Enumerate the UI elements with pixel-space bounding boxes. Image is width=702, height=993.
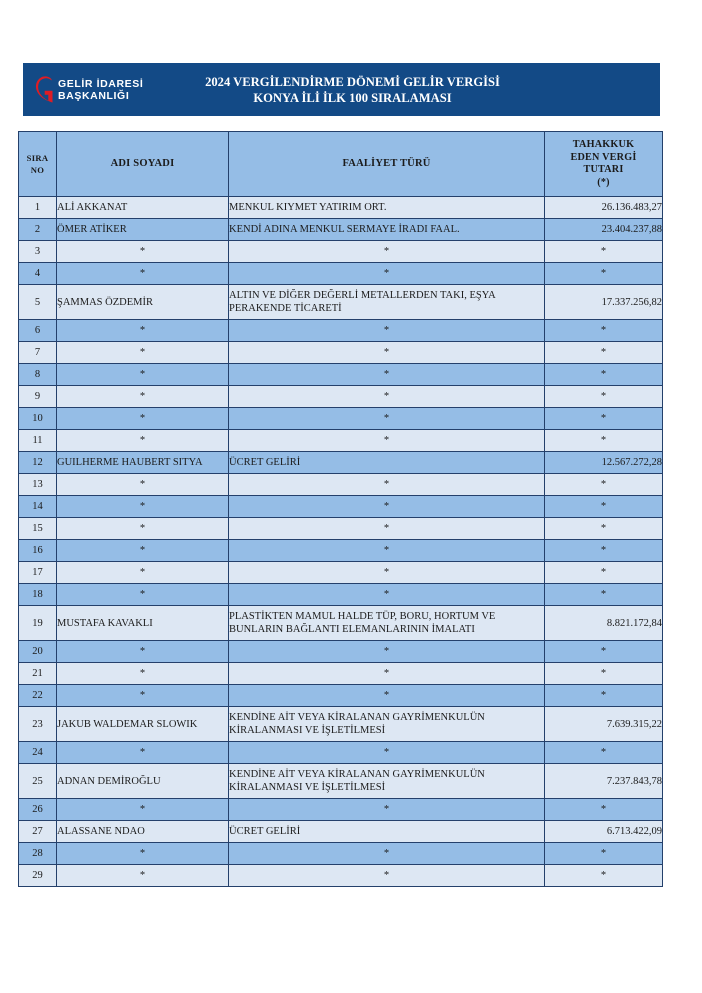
table-row (19, 263, 663, 285)
cell-activity: * (229, 685, 545, 707)
column-header-amount-footnote: (*) (597, 176, 610, 188)
cell-name: * (57, 641, 229, 663)
cell-rank: 27 (19, 821, 57, 843)
cell-amount: 26.136.483,27 (545, 197, 663, 219)
cell-name: * (57, 663, 229, 685)
cell-rank: 5 (19, 285, 57, 320)
table-row (19, 606, 663, 641)
table-row (19, 764, 663, 799)
cell-name: * (57, 742, 229, 764)
cell-name: * (57, 584, 229, 606)
cell-name: * (57, 386, 229, 408)
table-row (19, 562, 663, 584)
table-row (19, 197, 663, 219)
cell-rank: 10 (19, 408, 57, 430)
cell-name: ALİ AKKANAT (57, 197, 229, 219)
cell-amount: * (545, 584, 663, 606)
cell-amount: 17.337.256,82 (545, 285, 663, 320)
cell-activity: ÜCRET GELİRİ (229, 821, 545, 843)
cell-amount: * (545, 496, 663, 518)
table-row (19, 685, 663, 707)
cell-name: * (57, 430, 229, 452)
cell-amount: * (545, 865, 663, 887)
table-row (19, 430, 663, 452)
cell-amount: * (545, 364, 663, 386)
cell-activity: * (229, 562, 545, 584)
table-row (19, 285, 663, 320)
cell-activity: * (229, 342, 545, 364)
cell-name: * (57, 562, 229, 584)
cell-amount: * (545, 474, 663, 496)
table-row (19, 799, 663, 821)
cell-activity: * (229, 430, 545, 452)
cell-amount: * (545, 799, 663, 821)
cell-rank: 23 (19, 707, 57, 742)
cell-activity: KENDİ ADINA MENKUL SERMAYE İRADI FAAL. (229, 219, 545, 241)
cell-activity: * (229, 408, 545, 430)
cell-name: ALASSANE NDAO (57, 821, 229, 843)
column-header-amount-line1: TAHAKKUK (572, 139, 635, 150)
cell-activity: ALTIN VE DİĞER DEĞERLİ METALLERDEN TAKI, EŞYA PERAKENDE TİCARETİ (229, 285, 545, 320)
cell-activity: KENDİNE AİT VEYA KİRALANAN GAYRİMENKULÜN KİRALANMASI VE İŞLETİLMESİ (229, 707, 545, 742)
table-row (19, 219, 663, 241)
cell-amount: * (545, 241, 663, 263)
table-row (19, 320, 663, 342)
cell-name: JAKUB WALDEMAR SLOWIK (57, 707, 229, 742)
cell-amount: 7.639.315,22 (545, 707, 663, 742)
cell-name: * (57, 496, 229, 518)
cell-amount: * (545, 641, 663, 663)
cell-name: * (57, 364, 229, 386)
cell-amount: * (545, 562, 663, 584)
cell-activity: * (229, 263, 545, 285)
cell-activity: * (229, 386, 545, 408)
agency-logo (35, 75, 185, 105)
column-header-rank-line2: NO (30, 165, 45, 175)
cell-name: * (57, 408, 229, 430)
cell-activity: * (229, 518, 545, 540)
cell-amount: * (545, 320, 663, 342)
table-row (19, 540, 663, 562)
cell-name: * (57, 320, 229, 342)
page-header-banner (23, 63, 660, 116)
agency-logo-line2: BAŞKANLIĞI (58, 89, 130, 102)
cell-name: ŞAMMAS ÖZDEMİR (57, 285, 229, 320)
cell-activity: KENDİNE AİT VEYA KİRALANAN GAYRİMENKULÜN KİRALANMASI VE İŞLETİLMESİ (229, 764, 545, 799)
cell-activity: * (229, 641, 545, 663)
cell-rank: 18 (19, 584, 57, 606)
cell-rank: 25 (19, 764, 57, 799)
agency-logo-text (58, 78, 143, 102)
cell-name: * (57, 865, 229, 887)
ranking-table-container (18, 131, 662, 887)
table-row (19, 518, 663, 540)
column-header-activity: FAALİYET TÜRÜ (229, 132, 545, 197)
table-row (19, 452, 663, 474)
cell-amount: * (545, 430, 663, 452)
gib-logo-icon (35, 75, 54, 105)
cell-name: GUILHERME HAUBERT SITYA (57, 452, 229, 474)
cell-name: * (57, 799, 229, 821)
table-row (19, 821, 663, 843)
ranking-table (18, 131, 663, 887)
cell-amount: * (545, 843, 663, 865)
cell-activity: * (229, 742, 545, 764)
cell-rank: 9 (19, 386, 57, 408)
cell-amount: 6.713.422,09 (545, 821, 663, 843)
cell-name: * (57, 685, 229, 707)
cell-rank: 14 (19, 496, 57, 518)
table-row (19, 386, 663, 408)
cell-rank: 17 (19, 562, 57, 584)
table-row (19, 865, 663, 887)
cell-amount: * (545, 342, 663, 364)
cell-rank: 15 (19, 518, 57, 540)
cell-name: ADNAN DEMİROĞLU (57, 764, 229, 799)
cell-rank: 2 (19, 219, 57, 241)
table-row (19, 342, 663, 364)
page-title-line2: KONYA İLİ İLK 100 SIRALAMASI (253, 90, 452, 105)
cell-activity: * (229, 843, 545, 865)
cell-name: * (57, 843, 229, 865)
cell-activity: * (229, 584, 545, 606)
table-row (19, 408, 663, 430)
cell-rank: 1 (19, 197, 57, 219)
cell-name: MUSTAFA KAVAKLI (57, 606, 229, 641)
table-row (19, 663, 663, 685)
cell-name: * (57, 518, 229, 540)
cell-name: * (57, 474, 229, 496)
table-row (19, 474, 663, 496)
column-header-rank (19, 132, 57, 197)
table-row (19, 496, 663, 518)
table-row (19, 364, 663, 386)
cell-rank: 19 (19, 606, 57, 641)
cell-activity: MENKUL KIYMET YATIRIM ORT. (229, 197, 545, 219)
cell-amount: * (545, 742, 663, 764)
cell-rank: 6 (19, 320, 57, 342)
column-header-amount-line2: EDEN VERGİ (570, 151, 637, 163)
table-row (19, 241, 663, 263)
column-header-name: ADI SOYADI (57, 132, 229, 197)
table-row (19, 641, 663, 663)
cell-rank: 8 (19, 364, 57, 386)
cell-activity: ÜCRET GELİRİ (229, 452, 545, 474)
table-row (19, 707, 663, 742)
cell-amount: * (545, 408, 663, 430)
cell-activity: * (229, 496, 545, 518)
page-title (185, 74, 660, 106)
cell-amount: * (545, 386, 663, 408)
cell-name: * (57, 263, 229, 285)
cell-activity: * (229, 799, 545, 821)
cell-rank: 20 (19, 641, 57, 663)
cell-rank: 16 (19, 540, 57, 562)
cell-rank: 21 (19, 663, 57, 685)
page-title-line1: 2024 VERGİLENDİRME DÖNEMİ GELİR VERGİSİ (205, 74, 500, 89)
cell-amount: 23.404.237,88 (545, 219, 663, 241)
cell-name: ÖMER ATİKER (57, 219, 229, 241)
cell-rank: 22 (19, 685, 57, 707)
cell-amount: * (545, 540, 663, 562)
table-body (19, 197, 663, 887)
cell-rank: 29 (19, 865, 57, 887)
cell-rank: 11 (19, 430, 57, 452)
table-row (19, 584, 663, 606)
cell-activity: PLASTİKTEN MAMUL HALDE TÜP, BORU, HORTUM VE BUNLARIN BAĞLANTI ELEMANLARININ İMALATI (229, 606, 545, 641)
column-header-amount-line3: TUTARI (583, 164, 624, 175)
cell-amount: 8.821.172,84 (545, 606, 663, 641)
cell-activity: * (229, 320, 545, 342)
cell-amount: 12.567.272,28 (545, 452, 663, 474)
cell-name: * (57, 540, 229, 562)
cell-activity: * (229, 364, 545, 386)
column-header-amount (545, 132, 663, 197)
cell-activity: * (229, 540, 545, 562)
cell-amount: * (545, 518, 663, 540)
cell-rank: 13 (19, 474, 57, 496)
cell-amount: * (545, 263, 663, 285)
cell-amount: * (545, 663, 663, 685)
table-row (19, 742, 663, 764)
table-row (19, 843, 663, 865)
cell-rank: 3 (19, 241, 57, 263)
cell-activity: * (229, 865, 545, 887)
cell-rank: 12 (19, 452, 57, 474)
cell-rank: 4 (19, 263, 57, 285)
table-header (19, 132, 663, 197)
cell-amount: 7.237.843,78 (545, 764, 663, 799)
cell-amount: * (545, 685, 663, 707)
cell-rank: 24 (19, 742, 57, 764)
cell-rank: 26 (19, 799, 57, 821)
cell-activity: * (229, 241, 545, 263)
column-header-rank-line1: SIRA (26, 152, 49, 163)
cell-activity: * (229, 474, 545, 496)
cell-rank: 28 (19, 843, 57, 865)
cell-rank: 7 (19, 342, 57, 364)
cell-name: * (57, 342, 229, 364)
table-header-row (19, 132, 663, 197)
agency-logo-line1: GELİR İDARESİ (58, 77, 144, 90)
cell-name: * (57, 241, 229, 263)
cell-activity: * (229, 663, 545, 685)
